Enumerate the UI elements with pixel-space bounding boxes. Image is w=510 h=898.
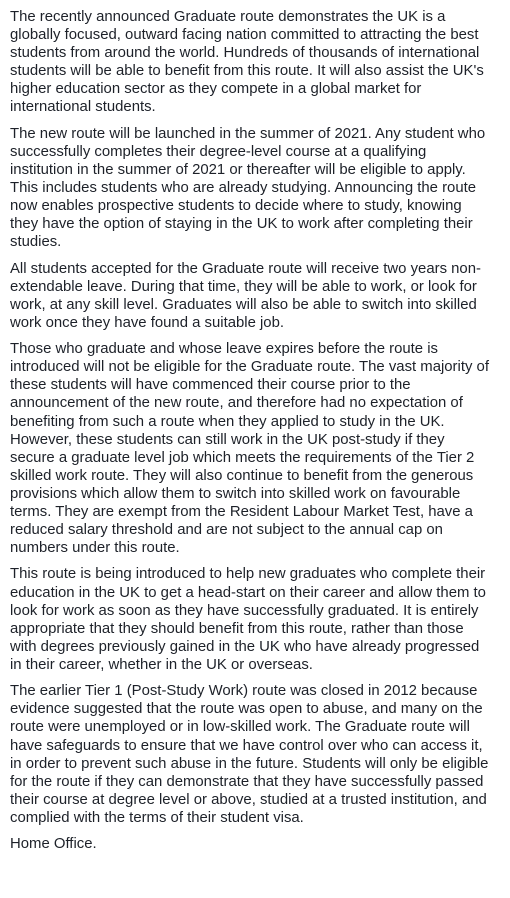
paragraph-graduate-route-intro: The recently announced Graduate route demonstrates the UK is a globally focused, outward facing nation committed to attracting the best students from around the world. Hundreds of thousands of international students will be able to benefit from this route. It will also assist the UK's higher education sector as they compete in a global market for international students.: [10, 9, 484, 116]
paragraph-eligibility-exclusions: Those who graduate and whose leave expires before the route is introduced will not be eligible for the Graduate route. The vast majority of these students will have commenced their course prior to the announcement of the new route, and therefore had no expectation of benefiting from such a route when they applied to study in the UK. However, these students can still work in the UK post-study if they secure a graduate level job which meets the requirements of the Tier 2 skilled work route. They will also continue to benefit from the generous provisions which allow them to switch into skilled work on favourable terms. They are exempt from the Resident Labour Market Test, have a reduced salary threshold and are not subject to the annual cap on numbers under this route.: [10, 341, 489, 557]
paragraph-route-purpose: This route is being introduced to help new graduates who complete their education in the UK to get a head-start on their career and allow them to look for work as soon as they have successfully graduated. It is entirely appropriate that they should benefit from this route, rather than those with degrees previously gained in the UK who have already progressed in their career, whether in the UK or overseas.: [10, 566, 486, 673]
paragraph-leave-duration: All students accepted for the Graduate route will receive two years non- extendable leave. During that time, they will be able to work, or look for work, at any skill level. Graduates will also be able to switch into skilled work once they have found a suitable job.: [10, 260, 481, 331]
paragraph-launch-date: The new route will be launched in the summer of 2021. Any student who successfully completes their degree-level course at a qualifying institution in the summer of 2021 or thereafter will be eligible to apply. This includes students who are already studying. Announcing the route now enables prospective students to decide where to study, knowing they have the option of staying in the UK to work after completing their studies.: [10, 125, 486, 251]
paragraph-tier1-history: The earlier Tier 1 (Post-Study Work) route was closed in 2012 because evidence suggested that the route was open to abuse, and many on the route were unemployed or in low-skilled work. The Graduate route will have safeguards to ensure that we have control over who can access it, in order to prevent such abuse in the future. Students will only be eligible for the route if they can demonstrate that they have successfully passed their course at degree level or above, studied at a trusted institution, and complied with the terms of their student visa.: [10, 683, 489, 826]
signature: Home Office.: [10, 836, 97, 853]
